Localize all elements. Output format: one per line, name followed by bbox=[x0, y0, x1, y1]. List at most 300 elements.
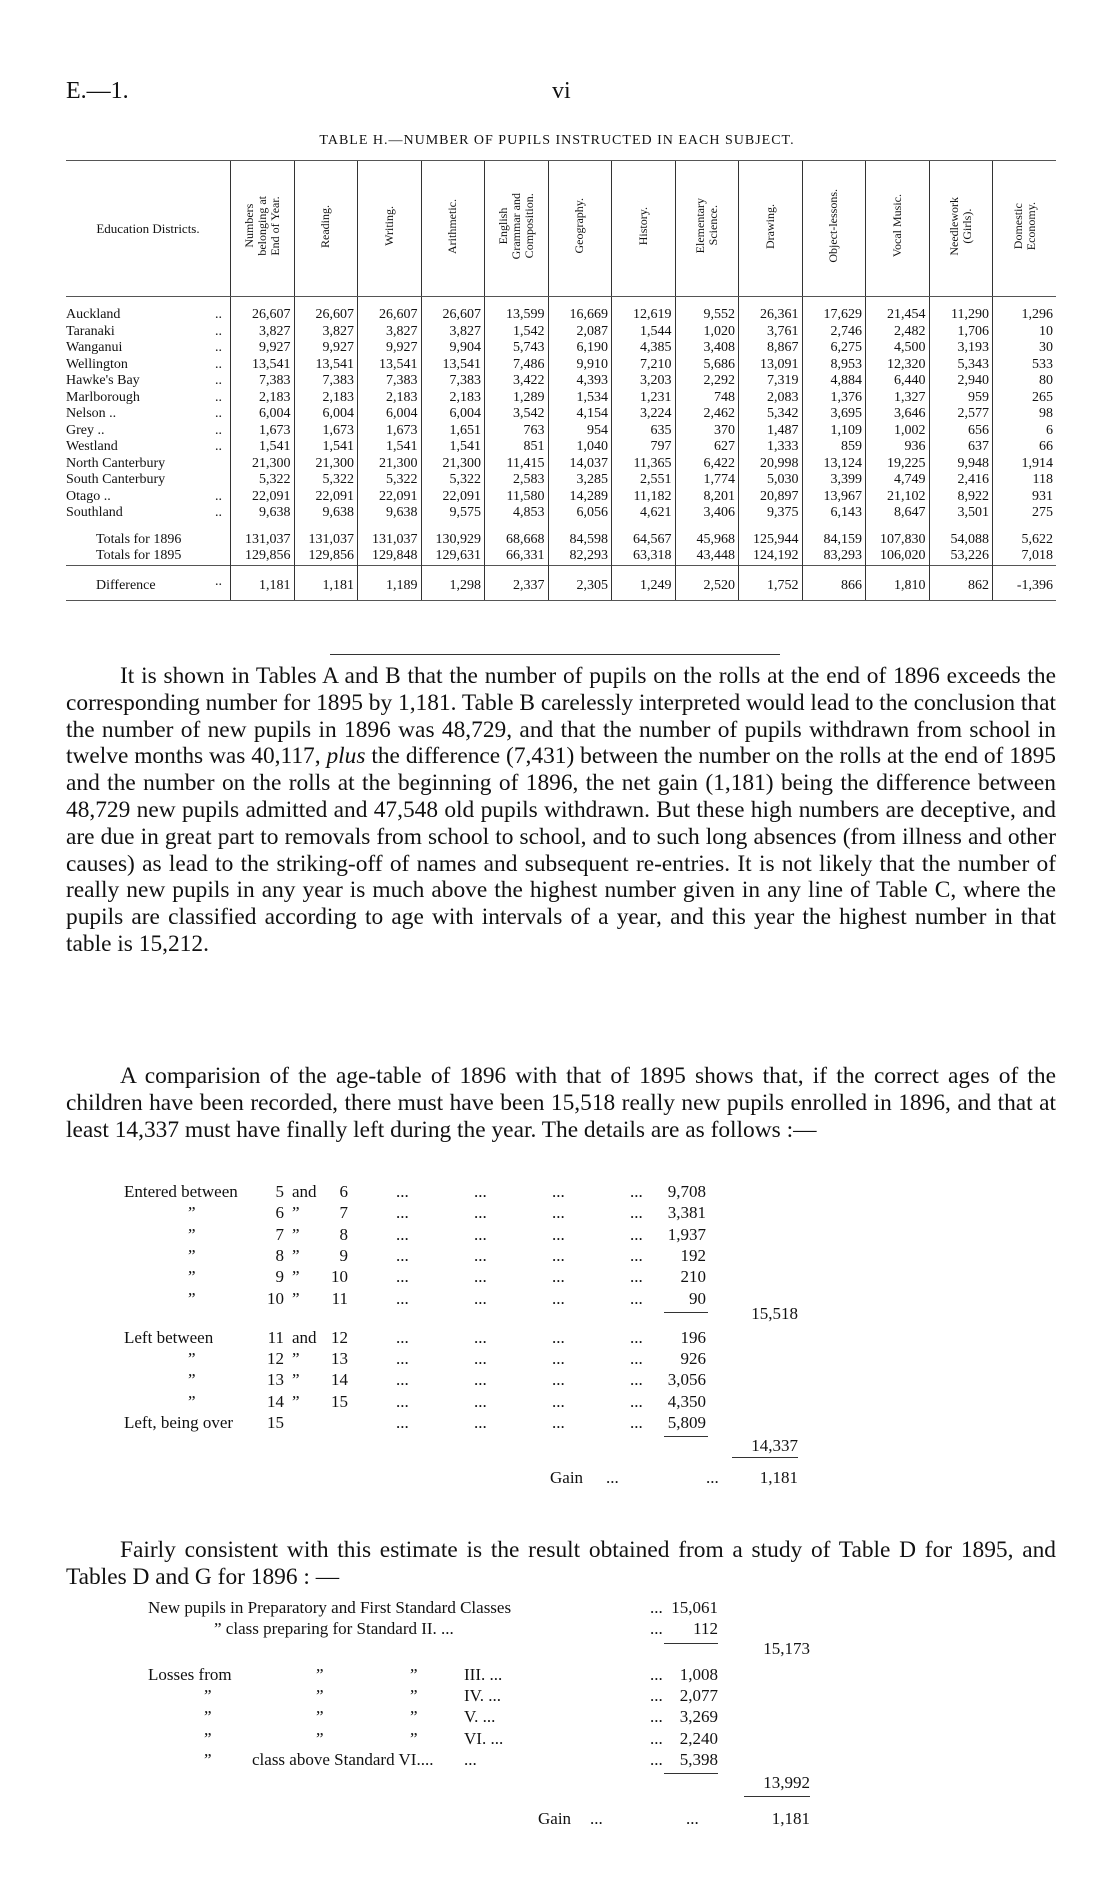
value-cell: 3,827 bbox=[358, 324, 422, 341]
value-cell: 63,318 bbox=[612, 548, 676, 565]
value-cell: 3,224 bbox=[612, 406, 676, 423]
table-row bbox=[66, 505, 1056, 522]
value-cell: 3,193 bbox=[929, 340, 993, 357]
value-cell: 4,393 bbox=[548, 373, 612, 390]
spacer-cell bbox=[675, 522, 739, 532]
value-cell: 3,827 bbox=[421, 324, 485, 341]
value-cell: 6 bbox=[993, 423, 1057, 440]
value-cell: 2,583 bbox=[485, 472, 549, 489]
value-cell: 4,884 bbox=[802, 373, 866, 390]
age-value: 5,809 bbox=[667, 1413, 706, 1432]
column-header bbox=[231, 161, 295, 297]
leader-dots: ... bbox=[552, 1245, 565, 1265]
leader-dots: ... bbox=[630, 1203, 643, 1223]
value-cell: 265 bbox=[993, 390, 1057, 407]
value-cell: 1,914 bbox=[993, 456, 1057, 473]
value-cell: 9,638 bbox=[358, 505, 422, 522]
district-name: Taranaki bbox=[66, 323, 115, 339]
leader-dots: ... bbox=[396, 1203, 409, 1223]
value-cell: 12,619 bbox=[612, 307, 676, 324]
age-to: 13 bbox=[331, 1349, 348, 1369]
value-cell: 20,998 bbox=[739, 456, 803, 473]
leader-dots: .. bbox=[215, 573, 222, 589]
spacer-cell bbox=[739, 565, 803, 574]
table-row bbox=[66, 472, 1056, 489]
value-cell: 8,922 bbox=[929, 489, 993, 506]
column-header-label: Vocal Music. bbox=[889, 194, 904, 258]
new-total: 15,173 bbox=[763, 1638, 810, 1658]
spacer-cell bbox=[802, 522, 866, 532]
leader-dots: ... bbox=[474, 1267, 487, 1287]
value-cell: 6,004 bbox=[421, 406, 485, 423]
table-header-row bbox=[66, 161, 1056, 297]
spacer-cell bbox=[421, 297, 485, 308]
value-cell: 862 bbox=[929, 574, 993, 601]
value-cell: 6,190 bbox=[548, 340, 612, 357]
value-cell: 98 bbox=[993, 406, 1057, 423]
district-cell bbox=[66, 324, 231, 341]
district-name: Wanganui bbox=[66, 340, 123, 355]
value-cell: 1,020 bbox=[675, 324, 739, 341]
class-row bbox=[66, 1619, 1056, 1639]
value-cell: 637 bbox=[929, 439, 993, 456]
table-row bbox=[66, 532, 1056, 549]
value-cell: 7,383 bbox=[358, 373, 422, 390]
age-row bbox=[66, 1392, 1056, 1412]
district-cell bbox=[66, 373, 231, 390]
losses-col3: ” bbox=[410, 1728, 418, 1748]
leader-dots: ... bbox=[630, 1413, 643, 1432]
spacer-cell bbox=[866, 565, 930, 574]
district-name: Southland bbox=[66, 505, 123, 520]
class-row bbox=[66, 1686, 1056, 1706]
value-cell: 9,927 bbox=[358, 340, 422, 357]
leader-dots: ... bbox=[396, 1288, 409, 1308]
value-cell: 64,567 bbox=[612, 532, 676, 549]
losses-label: Losses from bbox=[148, 1664, 232, 1684]
leader-dots: ... bbox=[686, 1809, 699, 1829]
district-name: Otago .. bbox=[66, 488, 111, 504]
value-cell: 1,189 bbox=[358, 574, 422, 601]
value-cell: 9,904 bbox=[421, 340, 485, 357]
value-cell: 6,422 bbox=[675, 456, 739, 473]
value-cell: 1,541 bbox=[231, 439, 295, 456]
value-cell: 954 bbox=[548, 423, 612, 440]
document-reference: E.—1. bbox=[66, 78, 129, 104]
value-cell: 21,300 bbox=[358, 456, 422, 473]
age-from: 5 bbox=[275, 1182, 284, 1201]
value-cell: 5,322 bbox=[231, 472, 295, 489]
value-cell: 19,225 bbox=[866, 456, 930, 473]
leader-dots: ... bbox=[606, 1468, 619, 1488]
value-cell: 931 bbox=[993, 489, 1057, 506]
leader-dots: ... bbox=[630, 1349, 643, 1369]
value-cell: 1,002 bbox=[866, 423, 930, 440]
spacer-cell bbox=[929, 565, 993, 574]
leader-dots: .. bbox=[215, 422, 222, 438]
class-row bbox=[66, 1665, 1056, 1685]
value-cell: 1,487 bbox=[739, 423, 803, 440]
value-cell: 13,599 bbox=[485, 307, 549, 324]
value-cell: 4,621 bbox=[612, 505, 676, 522]
value-cell: 2,462 bbox=[675, 406, 739, 423]
leader-dots: ... bbox=[630, 1267, 643, 1287]
value-cell: 4,500 bbox=[866, 340, 930, 357]
value-cell: 5,686 bbox=[675, 357, 739, 374]
age-row bbox=[66, 1246, 1056, 1266]
spacer-cell bbox=[675, 297, 739, 308]
spacer-cell bbox=[802, 297, 866, 308]
value-cell: 936 bbox=[866, 439, 930, 456]
age-row bbox=[66, 1203, 1056, 1223]
value-cell: 851 bbox=[485, 439, 549, 456]
age-label: ” bbox=[188, 1370, 196, 1390]
leader-dots: ... bbox=[552, 1370, 565, 1390]
age-sep: ” bbox=[292, 1349, 300, 1369]
value-cell: 9,575 bbox=[421, 505, 485, 522]
district-cell bbox=[66, 505, 231, 522]
leader-dots: ... bbox=[396, 1370, 409, 1390]
value-cell: 13,091 bbox=[739, 357, 803, 374]
class-row bbox=[66, 1729, 1056, 1749]
age-from: 9 bbox=[275, 1267, 284, 1287]
value-cell: 6,004 bbox=[294, 406, 358, 423]
value-cell: 16,669 bbox=[548, 307, 612, 324]
age-sep: ” bbox=[292, 1245, 300, 1265]
class-value: 2,240 bbox=[679, 1728, 718, 1748]
gain-label: Gain bbox=[538, 1809, 572, 1829]
value-cell: 1,541 bbox=[358, 439, 422, 456]
table-row bbox=[66, 548, 1056, 565]
leader-dots: ... bbox=[650, 1707, 663, 1727]
spacer-cell bbox=[802, 565, 866, 574]
class-label: New pupils in Preparatory and First Standard Classes bbox=[148, 1598, 512, 1617]
age-to: 14 bbox=[331, 1370, 348, 1390]
value-cell: 3,542 bbox=[485, 406, 549, 423]
paragraph-1-italic: plus bbox=[326, 743, 366, 770]
value-cell: 2,183 bbox=[294, 390, 358, 407]
value-cell: 6,440 bbox=[866, 373, 930, 390]
value-cell: 1,376 bbox=[802, 390, 866, 407]
value-cell: 3,761 bbox=[739, 324, 803, 341]
spacer-row bbox=[66, 565, 1056, 574]
age-row bbox=[66, 1289, 1056, 1309]
age-row bbox=[66, 1225, 1056, 1245]
paragraph-3: Fairly consistent with this estimate is the result obtained from a study of Table D for 1895, and Tables D and G for 1896 : — bbox=[66, 1537, 1056, 1590]
value-cell: 2,183 bbox=[358, 390, 422, 407]
leader-dots: ... bbox=[474, 1288, 487, 1308]
value-cell: 1,673 bbox=[294, 423, 358, 440]
value-cell: 1,706 bbox=[929, 324, 993, 341]
subjects-table bbox=[66, 160, 1056, 601]
value-cell: 30 bbox=[993, 340, 1057, 357]
value-cell: 627 bbox=[675, 439, 739, 456]
leader-dots: ... bbox=[396, 1327, 409, 1347]
value-cell: 1,296 bbox=[993, 307, 1057, 324]
age-value: 196 bbox=[680, 1327, 706, 1347]
leader-dots: ... bbox=[650, 1749, 663, 1769]
spacer-cell bbox=[485, 522, 549, 532]
value-cell: 1,298 bbox=[421, 574, 485, 601]
losses-col2: class above Standard VI.... bbox=[252, 1749, 434, 1769]
value-cell: 124,192 bbox=[739, 548, 803, 565]
age-value: 90 bbox=[689, 1288, 706, 1308]
value-cell: 3,285 bbox=[548, 472, 612, 489]
column-header bbox=[485, 161, 549, 297]
value-cell: 129,631 bbox=[421, 548, 485, 565]
spacer-row bbox=[66, 297, 1056, 308]
value-cell: 3,695 bbox=[802, 406, 866, 423]
value-cell: 5,622 bbox=[993, 532, 1057, 549]
value-cell: 763 bbox=[485, 423, 549, 440]
value-cell: 26,607 bbox=[421, 307, 485, 324]
spacer-cell bbox=[612, 297, 676, 308]
value-cell: 22,091 bbox=[231, 489, 295, 506]
table-row bbox=[66, 324, 1056, 341]
value-cell: 866 bbox=[802, 574, 866, 601]
table-row bbox=[66, 439, 1056, 456]
column-header bbox=[294, 161, 358, 297]
value-cell: 13,541 bbox=[231, 357, 295, 374]
value-cell: 2,292 bbox=[675, 373, 739, 390]
leader-dots: ... bbox=[552, 1349, 565, 1369]
value-cell: 4,385 bbox=[612, 340, 676, 357]
paragraph-2: A comparision of the age-table of 1896 with that of 1895 shows that, if the correct ages of the children have been recorded, there must have been 15,518 really new pupils enrolled in 1896, and that at least 14,337 must have finally left during the year. The details are as follows :— bbox=[66, 1063, 1056, 1143]
gain-label: Gain bbox=[550, 1468, 584, 1488]
value-cell: 2,551 bbox=[612, 472, 676, 489]
losses-standard: V. ... bbox=[464, 1707, 496, 1727]
value-cell: 275 bbox=[993, 505, 1057, 522]
value-cell: 8,647 bbox=[866, 505, 930, 522]
spacer-cell bbox=[231, 297, 295, 308]
value-cell: 3,399 bbox=[802, 472, 866, 489]
leader-dots: ... bbox=[396, 1224, 409, 1244]
leader-dots: ... bbox=[650, 1728, 663, 1748]
value-cell: 2,337 bbox=[485, 574, 549, 601]
spacer-cell bbox=[66, 565, 231, 574]
age-label: ” bbox=[188, 1245, 196, 1265]
spacer-cell bbox=[358, 522, 422, 532]
district-cell bbox=[66, 548, 231, 565]
left-total: 14,337 bbox=[751, 1436, 798, 1456]
losses-standard: ... bbox=[464, 1749, 477, 1769]
losses-col2: ” bbox=[316, 1664, 324, 1684]
page-number: vi bbox=[552, 78, 571, 104]
table-row bbox=[66, 373, 1056, 390]
value-cell: 22,091 bbox=[358, 489, 422, 506]
column-header-label: Geography. bbox=[572, 198, 587, 254]
table-row bbox=[66, 406, 1056, 423]
subtotal-rule bbox=[664, 1773, 718, 1774]
value-cell: 13,967 bbox=[802, 489, 866, 506]
age-to: 8 bbox=[339, 1224, 348, 1244]
district-cell bbox=[66, 357, 231, 374]
column-header-label: Writing. bbox=[381, 206, 396, 246]
age-row bbox=[66, 1267, 1056, 1287]
age-row bbox=[66, 1349, 1056, 1369]
value-cell: 5,343 bbox=[929, 357, 993, 374]
value-cell: 9,552 bbox=[675, 307, 739, 324]
value-cell: 1,774 bbox=[675, 472, 739, 489]
value-cell: 1,541 bbox=[294, 439, 358, 456]
district-name: Hawke's Bay bbox=[66, 373, 140, 388]
spacer-cell bbox=[485, 565, 549, 574]
spacer-cell bbox=[739, 522, 803, 532]
age-sep: ” bbox=[292, 1267, 300, 1287]
leader-dots: ... bbox=[650, 1664, 663, 1684]
value-cell: 797 bbox=[612, 439, 676, 456]
age-label: ” bbox=[188, 1224, 196, 1244]
value-cell: 11,182 bbox=[612, 489, 676, 506]
leader-dots: ... bbox=[630, 1182, 643, 1201]
losses-label: ” bbox=[204, 1707, 212, 1727]
district-cell bbox=[66, 307, 231, 324]
spacer-row bbox=[66, 522, 1056, 532]
value-cell: 1,231 bbox=[612, 390, 676, 407]
district-name: North Canterbury bbox=[66, 455, 166, 471]
value-cell: 83,293 bbox=[802, 548, 866, 565]
class-value: 2,077 bbox=[679, 1685, 718, 1705]
leader-dots: .. bbox=[215, 373, 222, 388]
value-cell: 14,037 bbox=[548, 456, 612, 473]
value-cell: 21,300 bbox=[231, 456, 295, 473]
age-row bbox=[66, 1182, 1056, 1202]
spacer-cell bbox=[358, 297, 422, 308]
district-cell bbox=[66, 489, 231, 506]
value-cell: 4,154 bbox=[548, 406, 612, 423]
leader-dots: ... bbox=[396, 1391, 409, 1411]
value-cell: 1,333 bbox=[739, 439, 803, 456]
spacer-cell bbox=[485, 297, 549, 308]
age-from: 13 bbox=[267, 1370, 284, 1390]
value-cell: 7,383 bbox=[231, 373, 295, 390]
leader-dots: ... bbox=[396, 1182, 409, 1201]
subtotal-rule bbox=[664, 1312, 708, 1313]
leader-dots: ... bbox=[630, 1245, 643, 1265]
column-header bbox=[866, 161, 930, 297]
value-cell: 2,577 bbox=[929, 406, 993, 423]
value-cell: 66 bbox=[993, 439, 1057, 456]
value-cell: 14,289 bbox=[548, 489, 612, 506]
value-cell: 7,486 bbox=[485, 357, 549, 374]
leader-dots: ... bbox=[474, 1182, 487, 1201]
gain-value: 1,181 bbox=[759, 1468, 798, 1488]
column-header-label: History. bbox=[635, 206, 650, 246]
value-cell: 13,541 bbox=[421, 357, 485, 374]
value-cell: 9,927 bbox=[294, 340, 358, 357]
value-cell: 2,183 bbox=[421, 390, 485, 407]
value-cell: 5,322 bbox=[358, 472, 422, 489]
spacer-cell bbox=[548, 522, 612, 532]
value-cell: 5,743 bbox=[485, 340, 549, 357]
value-cell: 9,927 bbox=[231, 340, 295, 357]
table-title: TABLE H.—NUMBER OF PUPILS INSTRUCTED IN EACH SUBJECT. bbox=[319, 133, 795, 148]
leader-dots: ... bbox=[474, 1327, 487, 1347]
leader-dots: .. bbox=[215, 389, 222, 405]
value-cell: 5,030 bbox=[739, 472, 803, 489]
value-cell: 656 bbox=[929, 423, 993, 440]
age-label: ” bbox=[188, 1203, 196, 1223]
value-cell: 3,406 bbox=[675, 505, 739, 522]
value-cell: 635 bbox=[612, 423, 676, 440]
district-name: Auckland bbox=[66, 307, 121, 322]
leader-dots: ... bbox=[630, 1224, 643, 1244]
column-header bbox=[548, 161, 612, 297]
value-cell: 13,541 bbox=[358, 357, 422, 374]
value-cell: 1,181 bbox=[231, 574, 295, 601]
value-cell: 26,607 bbox=[358, 307, 422, 324]
spacer-cell bbox=[66, 522, 231, 532]
value-cell: 6,004 bbox=[231, 406, 295, 423]
age-from: 14 bbox=[267, 1391, 284, 1411]
leader-dots: ... bbox=[650, 1598, 663, 1617]
value-cell: 1,673 bbox=[231, 423, 295, 440]
value-cell: 1,752 bbox=[739, 574, 803, 601]
spacer-cell bbox=[866, 522, 930, 532]
spacer-cell bbox=[548, 297, 612, 308]
leader-dots: ... bbox=[474, 1245, 487, 1265]
leader-dots: ... bbox=[630, 1288, 643, 1308]
spacer-cell bbox=[294, 297, 358, 308]
district-cell bbox=[66, 406, 231, 423]
age-from: 11 bbox=[267, 1327, 284, 1347]
paragraph-1-rest: the difference (7,431) between the number on the rolls at the end of 1895 and the number on the rolls at the beginning of 1896, the net gain (1,181) being the difference between 48,729 new pupils admitted and 47,548 old pupils withdrawn. But these high numbers are deceptive, and are due in great part to removals from school to school, and to such long absences (from illness and other causes) as lead to the striking-off of names and subsequent re-entries. It is not likely that the number of really new pupils in any year is much above the highest number given in any line of Table C, where the pupils are classified according to age with intervals of a year, and this year the highest number in that table is 15,212. bbox=[66, 743, 1057, 957]
value-cell: 748 bbox=[675, 390, 739, 407]
spacer-cell bbox=[739, 297, 803, 308]
value-cell: 8,867 bbox=[739, 340, 803, 357]
district-cell bbox=[66, 574, 231, 601]
age-value: 4,350 bbox=[667, 1391, 706, 1411]
leader-dots: ... bbox=[474, 1370, 487, 1390]
district-cell bbox=[66, 472, 231, 489]
leader-dots: ... bbox=[396, 1413, 409, 1432]
total-rule bbox=[744, 1796, 810, 1797]
age-label: Entered between bbox=[124, 1182, 238, 1201]
age-value: 3,056 bbox=[667, 1370, 706, 1390]
value-cell: 9,910 bbox=[548, 357, 612, 374]
value-cell: 129,856 bbox=[231, 548, 295, 565]
value-cell: 3,646 bbox=[866, 406, 930, 423]
spacer-cell bbox=[548, 565, 612, 574]
value-cell: 6,275 bbox=[802, 340, 866, 357]
losses-col3: ” bbox=[410, 1664, 418, 1684]
leader-dots: ... bbox=[552, 1203, 565, 1223]
age-value: 3,381 bbox=[667, 1203, 706, 1223]
value-cell: 2,183 bbox=[231, 390, 295, 407]
age-from: 8 bbox=[275, 1245, 284, 1265]
leader-dots: ... bbox=[474, 1413, 487, 1432]
value-cell: 17,629 bbox=[802, 307, 866, 324]
age-row bbox=[66, 1370, 1056, 1390]
column-header-districts: Education Districts. bbox=[66, 161, 231, 297]
losses-col3: ” bbox=[410, 1685, 418, 1705]
leader-dots: ... bbox=[474, 1391, 487, 1411]
value-cell: 5,322 bbox=[421, 472, 485, 489]
value-cell: 54,088 bbox=[929, 532, 993, 549]
leader-dots: .. bbox=[215, 340, 222, 355]
age-value: 926 bbox=[680, 1349, 706, 1369]
age-from: 7 bbox=[275, 1224, 284, 1244]
losses-standard: III. ... bbox=[464, 1664, 503, 1684]
leader-dots: ... bbox=[396, 1267, 409, 1287]
spacer-cell bbox=[612, 522, 676, 532]
value-cell: 6,004 bbox=[358, 406, 422, 423]
spacer-cell bbox=[294, 565, 358, 574]
value-cell: 533 bbox=[993, 357, 1057, 374]
value-cell: 9,375 bbox=[739, 505, 803, 522]
age-to: 12 bbox=[331, 1327, 348, 1347]
value-cell: 10 bbox=[993, 324, 1057, 341]
